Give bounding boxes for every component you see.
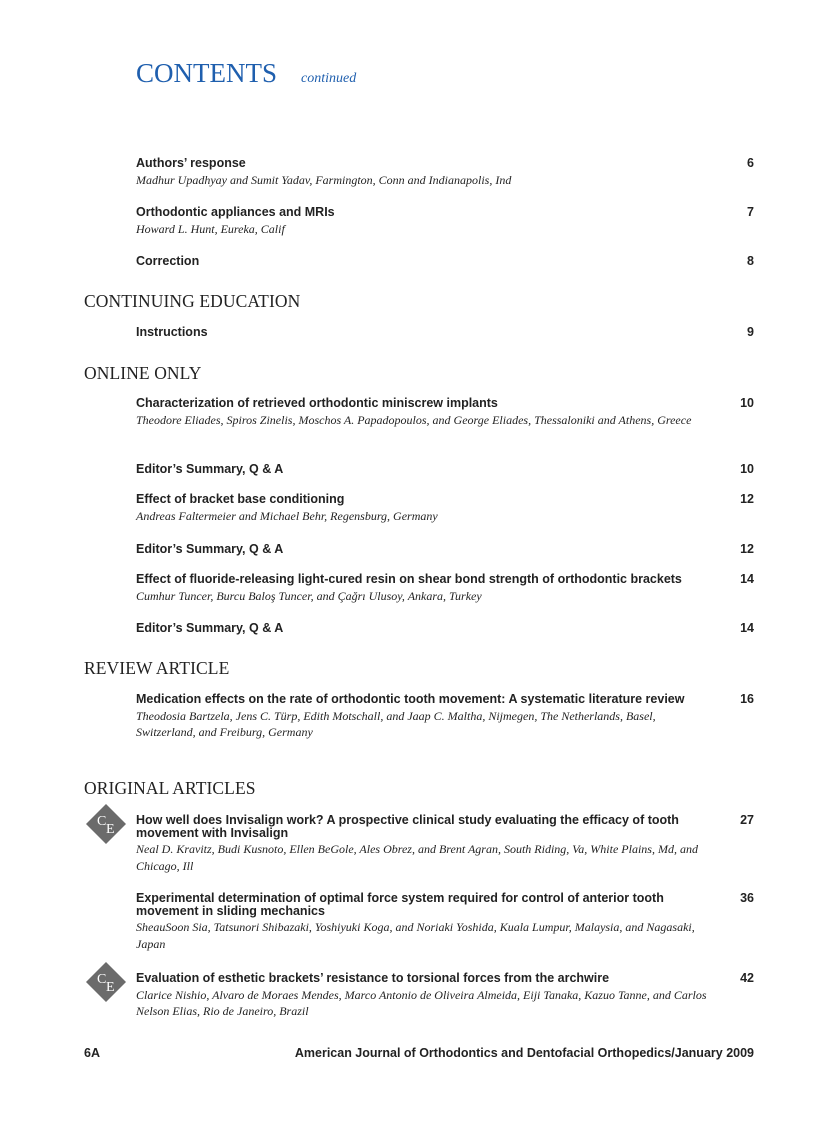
article-authors: Theodosia Bartzela, Jens C. Türp, Edith Motschall, and Jaap C. Maltha, Nijmegen, The Netherlands, Basel, Switzerland, and Freiburg, Germany: [136, 708, 656, 739]
article-title[interactable]: Editor’s Summary, Q & A: [136, 621, 284, 635]
page-header: [136, 58, 356, 89]
page-number[interactable]: 9: [747, 325, 754, 339]
article-title[interactable]: Evaluation of esthetic brackets’ resistance to torsional forces from the archwire: [136, 971, 610, 985]
section-heading: REVIEW ARTICLE: [84, 658, 230, 678]
article-title[interactable]: Characterization of retrieved orthodontic miniscrew implants: [136, 396, 498, 410]
section-heading: ONLINE ONLY: [84, 363, 202, 383]
toc-entry: [136, 326, 754, 339]
article-title[interactable]: Instructions: [136, 325, 208, 339]
page-number[interactable]: 7: [747, 205, 754, 219]
toc-entry: [136, 157, 754, 188]
article-title[interactable]: Effect of bracket base conditioning: [136, 492, 345, 506]
svg-text:C: C: [97, 972, 107, 987]
toc-entry: [136, 543, 754, 556]
toc-entry: [136, 206, 754, 237]
footer-page-number: 6A: [84, 1046, 100, 1060]
page-number[interactable]: 8: [747, 254, 754, 268]
article-authors: Madhur Upadhyay and Sumit Yadav, Farmington, Conn and Indianapolis, Ind: [136, 172, 512, 187]
page-number[interactable]: 6: [747, 156, 754, 170]
page-title: CONTENTS: [136, 58, 277, 88]
section-heading: CONTINUING EDUCATION: [84, 291, 301, 311]
article-title[interactable]: Editor’s Summary, Q & A: [136, 462, 284, 476]
article-title[interactable]: Effect of fluoride-releasing light-cured resin on shear bond strength of orthodontic brackets: [136, 572, 682, 586]
page-number[interactable]: 27: [740, 813, 754, 827]
article-authors: Cumhur Tuncer, Burcu Baloş Tuncer, and Çağrı Ulusoy, Ankara, Turkey: [136, 588, 482, 603]
page-number[interactable]: 12: [740, 492, 754, 506]
article-title[interactable]: Medication effects on the rate of orthodontic tooth movement: A systematic literature review: [136, 692, 685, 706]
article-authors: Neal D. Kravitz, Budi Kusnoto, Ellen BeGole, Ales Obrez, and Brent Agran, South Riding, Va, White Plains, Md, and Chicago, Ill: [136, 842, 698, 873]
article-title[interactable]: How well does Invisalign work? A prospective clinical study evaluating the efficacy of tooth movement with Invisalign: [136, 813, 679, 840]
article-title[interactable]: Editor’s Summary, Q & A: [136, 542, 284, 556]
article-authors: SheauSoon Sia, Tatsunori Shibazaki, Yoshiyuki Koga, and Noriaki Yoshida, Kuala Lumpur, Malaysia, and Nagasaki, Japan: [136, 920, 695, 951]
toc-entry: [136, 622, 754, 635]
toc-entry: [136, 693, 754, 741]
page-number[interactable]: 16: [740, 692, 754, 706]
svg-text:E: E: [106, 822, 115, 837]
article-title[interactable]: Orthodontic appliances and MRIs: [136, 205, 335, 219]
toc-entry: [136, 255, 754, 268]
article-title[interactable]: Experimental determination of optimal force system required for control of anterior tooth movement in sliding mechanics: [136, 891, 664, 918]
article-authors: Clarice Nishio, Alvaro de Moraes Mendes, Marco Antonio de Oliveira Almeida, Eiji Tanaka, Kazuo Tanne, and Carlos Nelson Elias, Rio de Janeiro, Brazil: [136, 987, 707, 1018]
toc-entry: [97, 813, 754, 874]
page-number[interactable]: 14: [740, 572, 754, 586]
page-subtitle: continued: [301, 71, 357, 86]
toc-entry: [97, 971, 754, 1020]
article-title[interactable]: Correction: [136, 254, 200, 268]
toc-entry: [136, 573, 754, 604]
page-number[interactable]: 12: [740, 542, 754, 556]
toc-entry: [136, 463, 754, 476]
toc-entry: [136, 493, 754, 524]
article-authors: Andreas Faltermeier and Michael Behr, Regensburg, Germany: [136, 508, 438, 523]
section-heading: ORIGINAL ARTICLES: [84, 778, 256, 798]
toc-entry: [136, 892, 754, 952]
footer-journal: American Journal of Orthodontics and Dentofacial Orthopedics/January 2009: [294, 1046, 754, 1060]
ce-badge-icon: [86, 962, 126, 1002]
article-authors: Theodore Eliades, Spiros Zinelis, Moschos A. Papadopoulos, and George Eliades, Thessaloniki and Athens, Greece: [136, 412, 692, 427]
ce-badge-icon: [86, 804, 126, 844]
toc-entry: [136, 397, 754, 428]
page-number[interactable]: 14: [740, 621, 754, 635]
article-title[interactable]: Authors’ response: [136, 156, 246, 170]
page-number[interactable]: 10: [740, 396, 754, 410]
article-authors: Howard L. Hunt, Eureka, Calif: [136, 221, 285, 236]
page-number[interactable]: 42: [740, 971, 754, 985]
page-number[interactable]: 10: [740, 462, 754, 476]
page-number[interactable]: 36: [740, 891, 754, 905]
svg-text:E: E: [106, 980, 115, 995]
svg-text:C: C: [97, 814, 107, 829]
